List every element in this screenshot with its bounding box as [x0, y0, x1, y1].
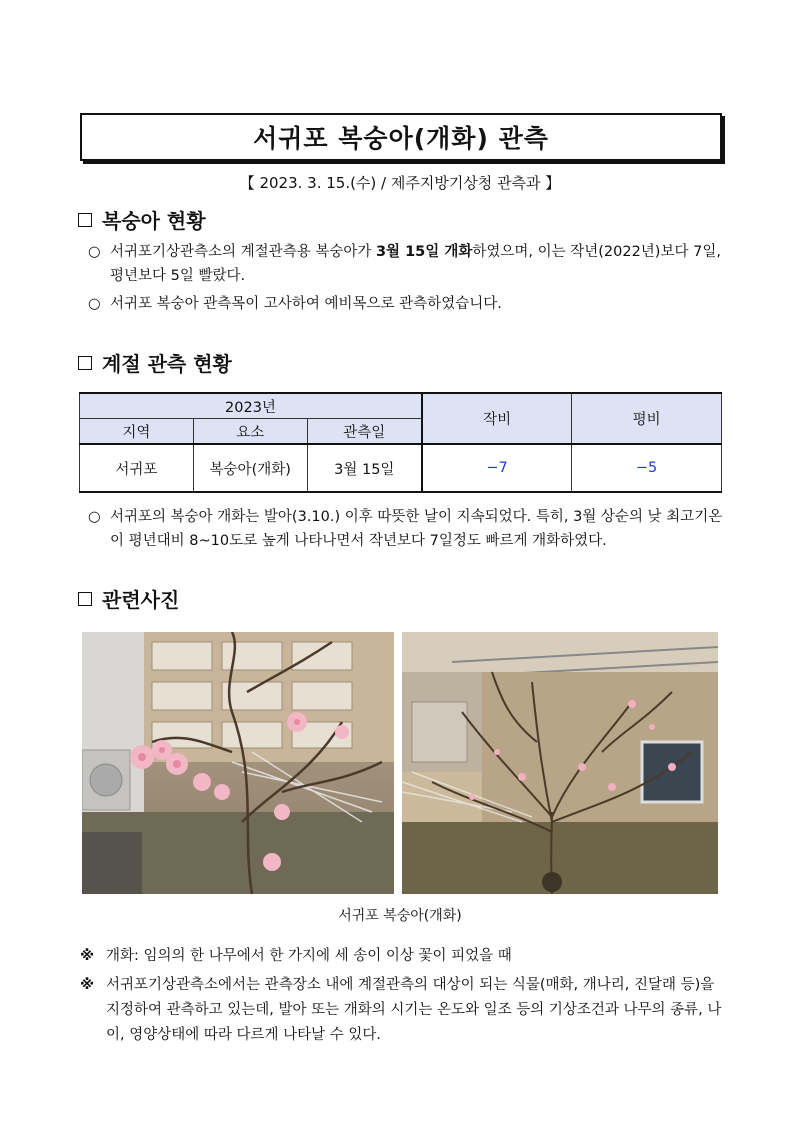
checkbox-square-icon — [78, 213, 92, 227]
title-text: 서귀포 복숭아(개화) 관측 — [253, 124, 549, 153]
checkbox-square-icon — [78, 356, 92, 370]
table-header-row — [80, 393, 722, 419]
section-heading-photos — [78, 584, 179, 613]
circle-bullet-icon: ○ — [88, 296, 101, 312]
photo-gallery — [82, 632, 718, 894]
footnotes — [80, 944, 725, 1052]
circle-bullet-icon: ○ — [88, 244, 101, 260]
list-item — [88, 240, 728, 288]
bullet-text: 서귀포 복숭아 관측목이 고사하여 예비목으로 관측하였습니다. — [110, 296, 502, 312]
photo-caption: 서귀포 복숭아(개화) — [338, 908, 462, 924]
section-heading-seasonal-observation — [78, 348, 232, 377]
circle-bullet-icon: ○ — [88, 509, 101, 525]
region-cell: 서귀포 — [80, 444, 194, 492]
normal-header: 평비 — [572, 393, 722, 444]
table-row — [80, 444, 722, 492]
document-subtitle: 【 2023. 3. 15.(수) / 제주지방기상청 관측과 】 — [239, 174, 561, 192]
document-title — [80, 113, 722, 161]
element-cell: 복숭아(개화) — [193, 444, 307, 492]
normal-diff-cell: −5 — [572, 444, 722, 492]
bloom-date-highlight: 3월 15일 개화 — [375, 244, 473, 260]
list-item — [88, 505, 728, 553]
section-heading-peach-status — [78, 205, 206, 234]
date-cell: 3월 15일 — [307, 444, 422, 492]
footnote-item — [80, 973, 725, 1048]
section-heading-text: 계절 관측 현황 — [102, 352, 232, 376]
seasonal-note-list — [88, 505, 728, 553]
section-heading-text: 복숭아 현황 — [102, 209, 206, 233]
reference-mark-icon: ※ — [80, 948, 95, 964]
list-item — [88, 292, 728, 316]
peach-blossom-photo-1 — [82, 632, 394, 894]
checkbox-square-icon — [78, 592, 92, 606]
region-header: 지역 — [80, 419, 194, 445]
observation-table — [79, 392, 722, 493]
year-header: 2023년 — [80, 393, 422, 419]
footnote-text: 개화: 임의의 한 나무에서 한 가지에 세 송이 이상 꽃이 피었을 때 — [106, 948, 512, 964]
element-header: 요소 — [193, 419, 307, 445]
footnote-text: 서귀포기상관측소에서는 관측장소 내에 계절관측의 대상이 되는 식물(매화, 개나리, 진달래 등)을 지정하여 관측하고 있는데, 발아 또는 개화의 시기는 온도와 일조 등의 기상조건과 나무의 종류, 나이, 영양상태에 따라 다르게 나타날 수 있다. — [106, 977, 722, 1043]
date-header: 관측일 — [307, 419, 422, 445]
bullet-text: 서귀포기상관측소의 계절관측용 복숭아가 3월 15일 개화하였으며, 이는 작년(2022년)보다 7일, 평년보다 5일 빨랐다. — [110, 244, 721, 284]
bullet-text: 서귀포의 복숭아 개화는 발아(3.10.) 이후 따뜻한 날이 지속되었다. 특히, 3월 상순의 낮 최고기온이 평년대비 8~10도로 높게 나타나면서 작년보다 7일정도 빠르게 개화하였다. — [110, 509, 723, 549]
section-heading-text: 관련사진 — [102, 588, 180, 612]
last-year-header: 작비 — [422, 393, 572, 444]
peach-blossom-photo-2 — [402, 632, 718, 894]
last-year-diff-cell: −7 — [422, 444, 572, 492]
reference-mark-icon: ※ — [80, 977, 95, 993]
peach-status-list — [88, 240, 728, 316]
footnote-item — [80, 944, 725, 969]
